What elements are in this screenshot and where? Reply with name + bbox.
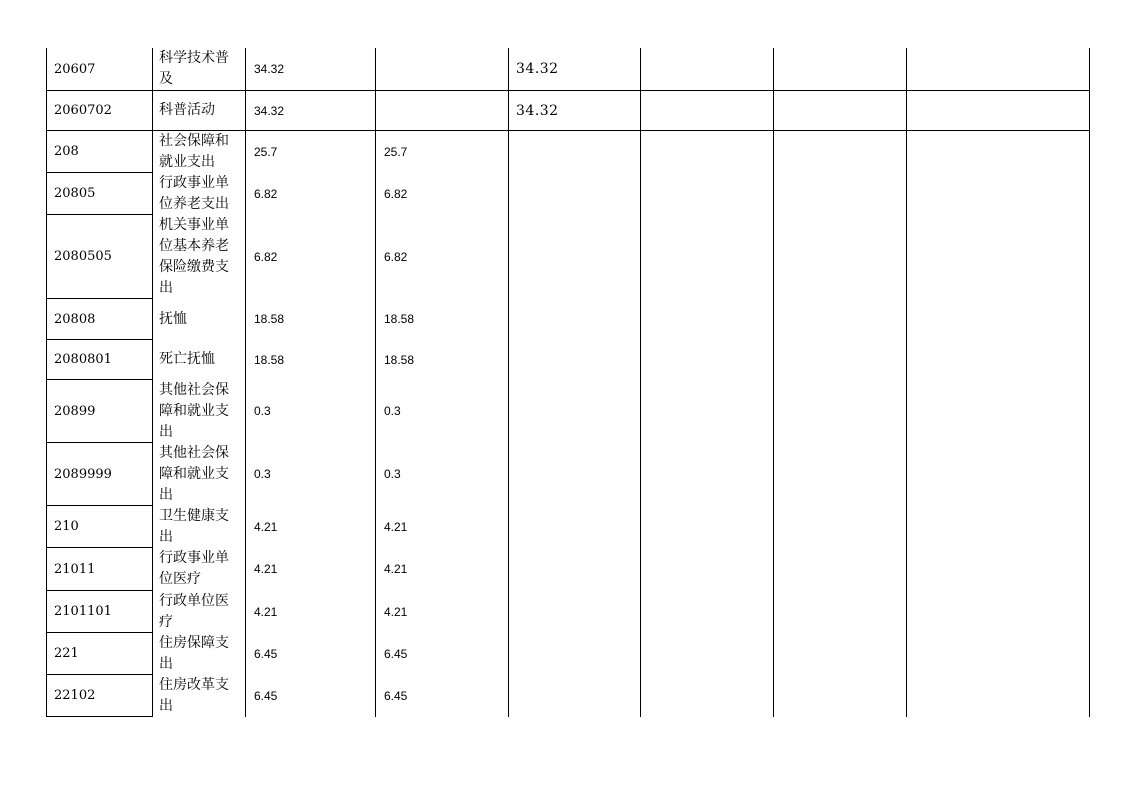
cell-name: 行政事业单位医疗 (159, 550, 229, 587)
cell-name: 科普活动 (159, 102, 215, 118)
cell-project (509, 591, 640, 632)
cell-code: 2080801 (54, 352, 112, 367)
cell-project (509, 506, 640, 547)
cell-basic: 6.45 (384, 646, 408, 661)
cell-project (509, 675, 640, 716)
cell-total: 6.45 (254, 688, 278, 703)
cell-total: 18.58 (254, 352, 285, 367)
cell-basic: 0.3 (384, 404, 401, 418)
cell-total: 4.21 (254, 562, 278, 576)
cell-basic: 18.58 (384, 352, 415, 367)
table-grid-line (906, 48, 907, 717)
cell-total: 34.32 (254, 62, 285, 76)
cell-total: 18.58 (254, 312, 285, 326)
cell-name: 机关事业单位基本养老保险缴费支出 (159, 216, 229, 296)
cell-basic: 6.82 (384, 186, 408, 201)
table-grid-line (640, 48, 641, 717)
cell-code: 210 (54, 519, 79, 534)
cell-total: 6.82 (254, 249, 278, 264)
cell-project (509, 380, 640, 442)
cell-project (509, 633, 640, 674)
cell-project (509, 443, 640, 505)
cell-name: 住房改革支出 (159, 676, 229, 714)
cell-code: 221 (54, 646, 79, 661)
cell-code: 2080505 (54, 249, 112, 264)
cell-total: 6.45 (254, 646, 278, 661)
cell-name: 行政事业单位养老支出 (159, 174, 229, 212)
cell-code: 20607 (54, 61, 96, 77)
cell-basic (376, 48, 508, 90)
cell-total: 4.21 (254, 519, 278, 534)
cell-name: 社会保障和就业支出 (159, 132, 229, 170)
cell-code: 20808 (54, 311, 96, 327)
cell-code: 2101101 (54, 604, 112, 619)
cell-total: 0.3 (254, 404, 271, 418)
cell-project (509, 548, 640, 590)
cell-total: 0.3 (254, 467, 271, 481)
cell-project: 34.32 (516, 102, 559, 119)
table-grid-line (1089, 48, 1090, 717)
cell-project: 34.32 (516, 61, 559, 77)
cell-name: 行政单位医疗 (159, 592, 229, 630)
cell-total: 34.32 (254, 103, 285, 118)
cell-code: 2089999 (54, 466, 112, 482)
cell-code: 20899 (54, 403, 96, 419)
cell-basic: 4.21 (384, 519, 408, 534)
cell-name: 其他社会保障和就业支出 (159, 381, 229, 440)
cell-basic: 4.21 (384, 562, 408, 576)
cell-basic: 6.82 (384, 249, 408, 264)
cell-name: 其他社会保障和就业支出 (159, 444, 229, 503)
cell-total: 25.7 (254, 144, 278, 159)
table-grid-line (773, 48, 774, 717)
cell-code: 2060702 (54, 103, 112, 118)
cell-project (509, 299, 640, 339)
cell-basic: 0.3 (384, 467, 401, 481)
cell-project (509, 340, 640, 379)
cell-total: 6.82 (254, 186, 278, 201)
table-grid-line (46, 716, 153, 717)
cell-project (509, 173, 640, 214)
cell-project (509, 215, 640, 298)
cell-basic: 4.21 (384, 604, 408, 619)
cell-name: 抚恤 (159, 310, 187, 327)
cell-basic: 25.7 (384, 144, 408, 159)
cell-code: 22102 (54, 688, 96, 703)
cell-name: 科学技术普及 (159, 50, 229, 87)
cell-name: 住房保障支出 (159, 634, 229, 672)
cell-total: 4.21 (254, 604, 278, 619)
cell-name: 死亡抚恤 (159, 351, 215, 367)
cell-basic: 18.58 (384, 312, 415, 326)
cell-project (509, 131, 640, 172)
cell-name: 卫生健康支出 (159, 507, 229, 545)
cell-code: 21011 (54, 561, 96, 577)
cell-basic: 6.45 (384, 688, 408, 703)
cell-basic (376, 91, 508, 130)
cell-code: 208 (54, 144, 79, 159)
cell-code: 20805 (54, 186, 96, 201)
